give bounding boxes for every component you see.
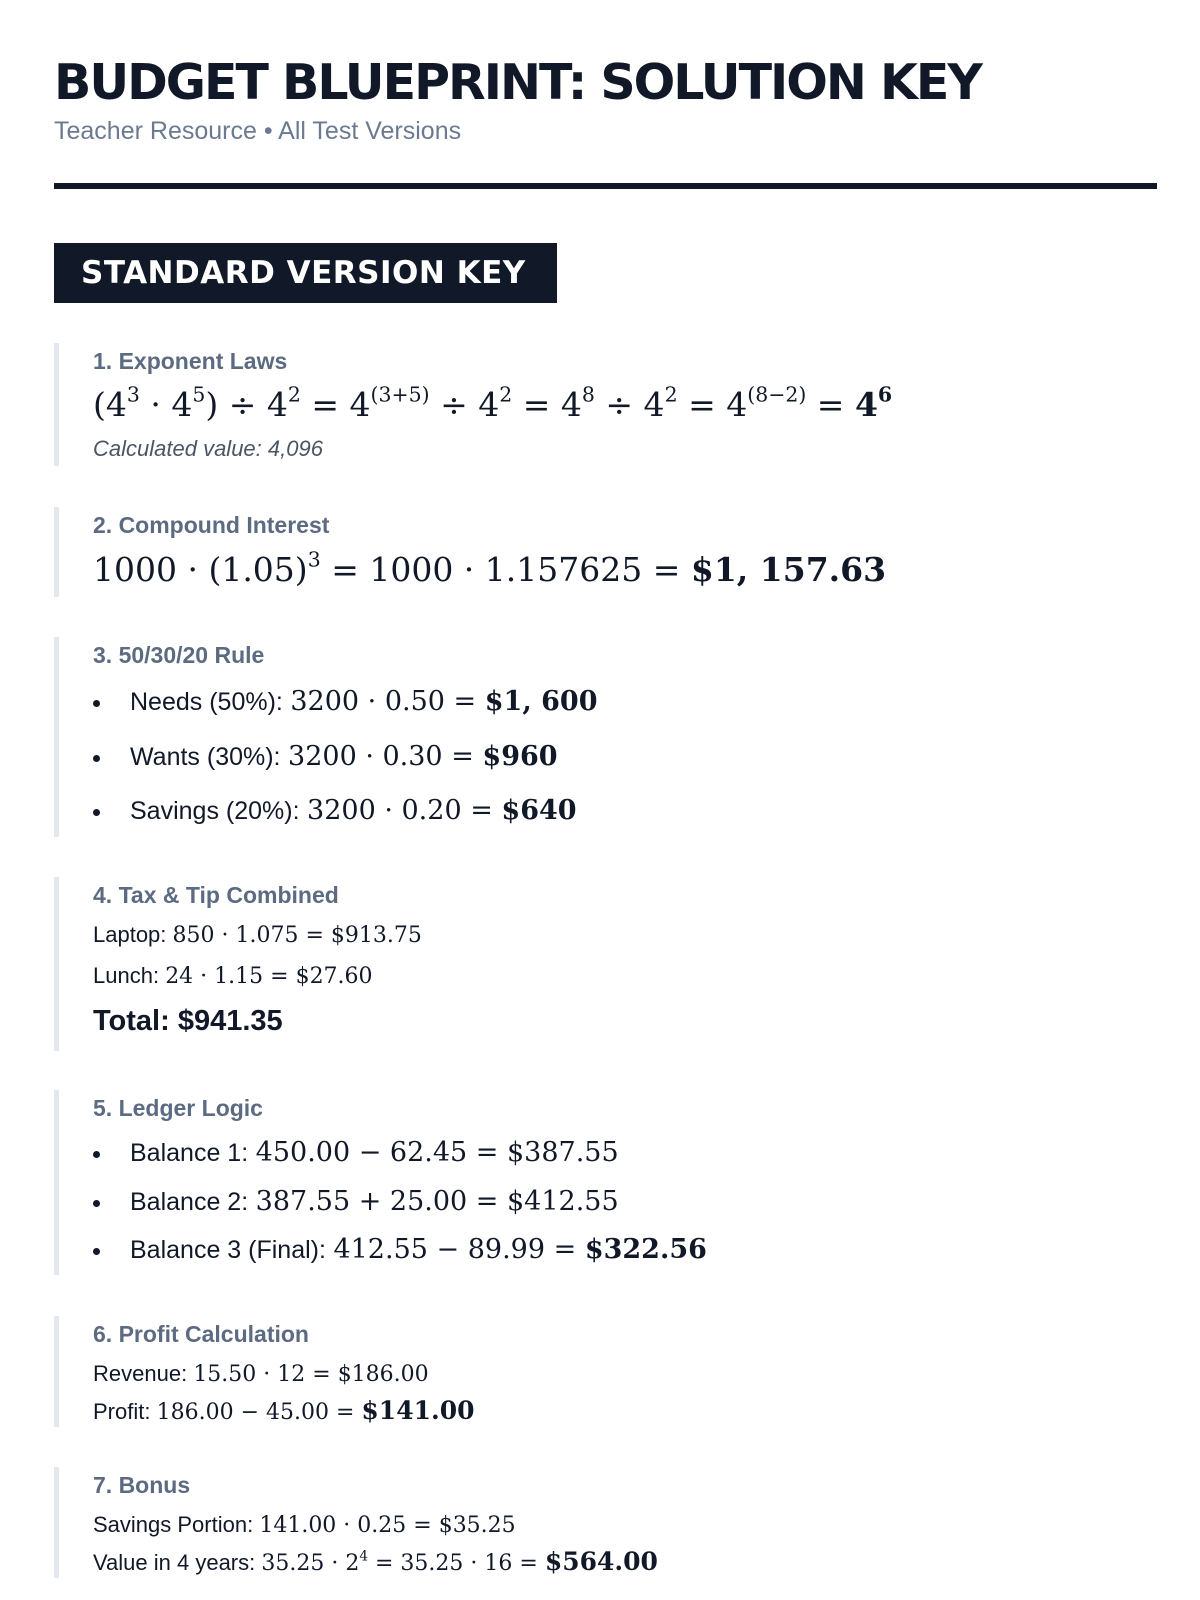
section-tax-tip xyxy=(54,877,1154,1051)
savings-portion-line: Savings Portion: 141.00 · 0.25 = $35.25 xyxy=(93,1512,516,1538)
compound-equation: $1000 \cdot (1.05)^3 = 1000 \cdot 1.157625$ = $1, 157.63 xyxy=(93,547,887,589)
section-title: 4. Tax & Tip Combined xyxy=(93,882,339,908)
section-title: 2. Compound Interest xyxy=(93,512,330,538)
section-title: 7. Bonus xyxy=(93,1472,191,1498)
revenue-line: Revenue: 15.50 · 12 = $186.00 xyxy=(93,1361,429,1387)
bullet-dot xyxy=(93,1200,100,1207)
exponent-equation: $(4^3 \cdot 4^5) \div 4^2 = 4^{(3+5)} \div 4^2 = 4^8 \div 4^2 = 4^{(8-2)} = 4^6$ xyxy=(93,382,893,424)
section-title: 3. 50/30/20 Rule xyxy=(93,642,265,668)
version-badge: STANDARD VERSION KEY xyxy=(54,243,557,303)
laptop-line: Laptop: 850 · 1.075 = $913.75 xyxy=(93,922,422,948)
section-title: 5. Ledger Logic xyxy=(93,1095,263,1121)
section-profit-calculation xyxy=(54,1316,1154,1427)
bullet-dot xyxy=(93,1151,100,1158)
bullet-dot xyxy=(93,700,100,707)
future-value-line: Value in 4 years: $35.25 \cdot 2^4 = 35.25 \cdot 16$ = $564.00 xyxy=(93,1547,658,1576)
tax-tip-total: Total: $941.35 xyxy=(93,1005,283,1037)
section-title: 6. Profit Calculation xyxy=(93,1321,309,1347)
header-divider xyxy=(54,183,1157,189)
section-title: 1. Exponent Laws xyxy=(93,348,288,374)
page-title: BUDGET BLUEPRINT: SOLUTION KEY xyxy=(54,54,981,111)
section-ledger-logic: 5. Ledger Logic Balance 1: 450.00 − 62.45 = $387.55 Balance 2: 387.55 + 25.00 = $412.55 Balance 3 (Final): 412.55 − 89.99 = $322.56 xyxy=(54,1090,1154,1275)
section-exponent-laws xyxy=(54,343,1154,466)
profit-line: Profit: 186.00 − 45.00 = $141.00 xyxy=(93,1396,475,1425)
section-compound-interest xyxy=(54,507,1154,597)
section-bonus xyxy=(54,1467,1154,1578)
bullet-dot xyxy=(93,1248,100,1255)
bullet-dot xyxy=(93,809,100,816)
bullet-dot xyxy=(93,755,100,762)
section-budget-rule: 3. 50/30/20 Rule Needs (50%): 3200 · 0.50 = $1, 600 Wants (30%): 3200 · 0.30 = $960 Savings (20%): 3200 · 0.20 = $640 xyxy=(54,637,1154,837)
lunch-line: Lunch: 24 · 1.15 = $27.60 xyxy=(93,963,373,989)
page-subtitle: Teacher Resource • All Test Versions xyxy=(54,117,462,145)
calculated-value: Calculated value: 4,096 xyxy=(93,436,323,461)
